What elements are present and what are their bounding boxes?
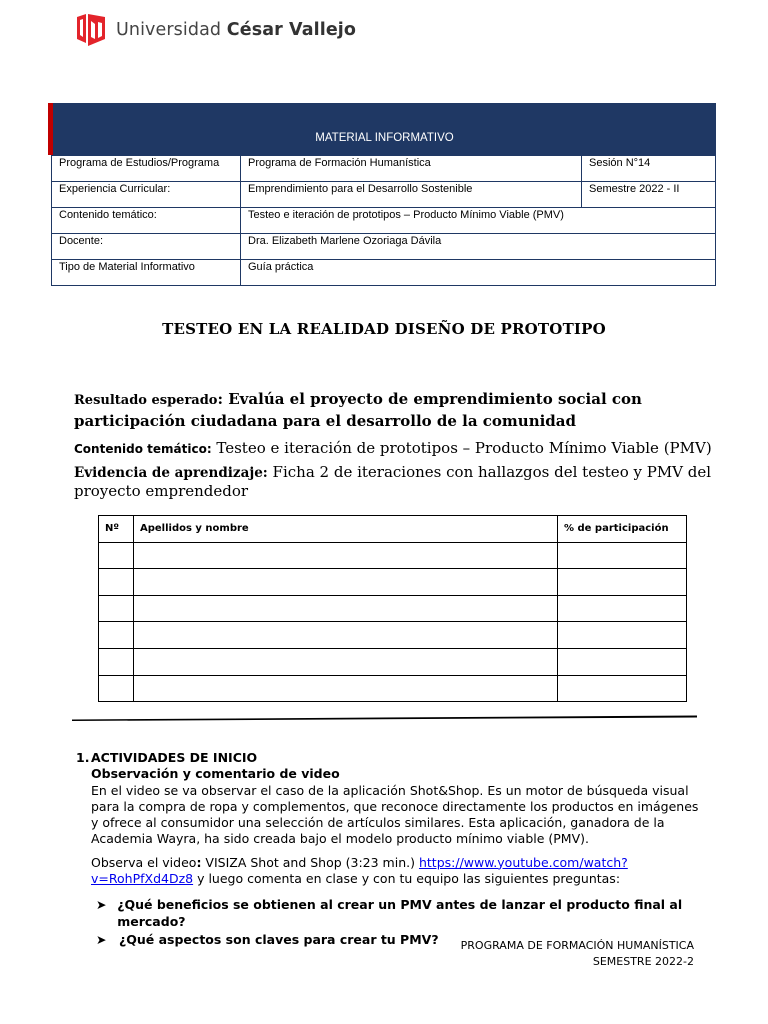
cell-label: Docente: xyxy=(52,234,241,260)
footer-semester: SEMESTRE 2022-2 xyxy=(592,955,694,968)
cell-session: Sesión N°14 xyxy=(582,156,716,182)
expected-result: Resultado esperado: Evalúa el proyecto de emprendimiento social con participación ciudadana para el desarrollo de la comunidad xyxy=(74,390,642,430)
cell-value: Dra. Elizabeth Marlene Ozoriaga Dávila xyxy=(241,234,716,260)
cell-label: Programa de Estudios/Programa xyxy=(52,156,241,182)
participants-header-row xyxy=(99,516,687,543)
header-participation: % de participación xyxy=(558,516,687,543)
document-title: TESTEO EN LA REALIDAD DISEÑO DE PROTOTIPO xyxy=(162,320,606,338)
cell-label: Tipo de Material Informativo xyxy=(52,260,241,286)
thematic-content: Contenido temático: Testeo e iteración de prototipos – Producto Mínimo Viable (PMV) xyxy=(74,439,712,457)
cell-number[interactable] xyxy=(99,675,134,702)
cell-name[interactable] xyxy=(134,648,558,675)
activities-subtitle: Observación y comentario de video xyxy=(91,766,340,782)
cell-number[interactable] xyxy=(99,542,134,569)
table-row xyxy=(99,569,687,596)
table-row xyxy=(99,648,687,675)
activities-heading: 1. ACTIVIDADES DE INICIO xyxy=(76,750,258,765)
cell-participation[interactable] xyxy=(558,622,687,649)
cell-name[interactable] xyxy=(134,542,558,569)
footer-program: PROGRAMA DE FORMACIÓN HUMANÍSTICA xyxy=(460,939,694,952)
table-row xyxy=(52,182,716,208)
video-link[interactable]: https://www.youtube.com/watch?v=RohPfXd4Dz8 xyxy=(91,854,628,887)
table-row xyxy=(52,260,716,286)
info-table-body xyxy=(51,155,716,286)
table-row xyxy=(99,595,687,622)
cell-label: Experiencia Curricular: xyxy=(52,182,241,208)
header-number: Nº xyxy=(99,516,134,543)
cell-value: Testeo e iteración de prototipos – Producto Mínimo Viable (PMV) xyxy=(241,208,716,234)
cell-name[interactable] xyxy=(134,595,558,622)
table-row xyxy=(99,675,687,702)
arrow-bullet-icon: ➤ xyxy=(96,931,107,947)
table-row xyxy=(52,208,716,234)
page-footer xyxy=(461,938,694,970)
info-table-header xyxy=(48,103,716,155)
cell-semester: Semestre 2022 - II xyxy=(582,182,716,208)
cell-number[interactable] xyxy=(99,569,134,596)
cell-participation[interactable] xyxy=(558,675,687,702)
arrow-bullet-icon: ➤ xyxy=(96,897,107,913)
cell-name[interactable] xyxy=(134,675,558,702)
learning-evidence: Evidencia de aprendizaje: Ficha 2 de iteraciones con hallazgos del testeo y PMV del proyecto emprendedor xyxy=(74,463,712,500)
cell-participation[interactable] xyxy=(558,569,687,596)
cell-name[interactable] xyxy=(134,622,558,649)
cell-value: Programa de Formación Humanística xyxy=(241,156,582,182)
cell-participation[interactable] xyxy=(558,542,687,569)
info-table xyxy=(48,103,716,286)
activities-paragraph: En el video se va observar el caso de la aplicación Shot&Shop. Es un motor de búsqueda visual para la compra de ropa y complementos, que reconoce directamente los productos en imágenes y ofrece al consumidor una selección de artículos similares. Esta aplicación, ganadora de la Academia Wayra, ha sido creada bajo el modelo producto mínimo viable (PMV). xyxy=(91,782,699,847)
cell-number[interactable] xyxy=(99,648,134,675)
cell-number[interactable] xyxy=(99,622,134,649)
table-row xyxy=(52,234,716,260)
table-row xyxy=(99,622,687,649)
ucv-shield-icon xyxy=(76,13,106,47)
cell-value: Guía práctica xyxy=(241,260,716,286)
cell-value: Emprendimiento para el Desarrollo Sostenible xyxy=(241,182,582,208)
table-row xyxy=(52,156,716,182)
section-divider xyxy=(72,713,697,721)
header-name: Apellidos y nombre xyxy=(134,516,558,543)
question-item: ➤ ¿Qué aspectos son claves para crear tu PMV? xyxy=(96,931,439,947)
cell-label: Contenido temático: xyxy=(52,208,241,234)
activities-section xyxy=(76,750,706,948)
cell-participation[interactable] xyxy=(558,595,687,622)
table-row xyxy=(99,542,687,569)
cell-name[interactable] xyxy=(134,569,558,596)
question-item: ➤ ¿Qué beneficios se obtienen al crear un PMV antes de lanzar el producto final al mercado? xyxy=(96,897,683,929)
cell-number[interactable] xyxy=(99,595,134,622)
participants-table xyxy=(98,515,687,702)
info-table-title: MATERIAL INFORMATIVO xyxy=(315,132,454,144)
observe-paragraph: Observa el video: VISIZA Shot and Shop (3:23 min.) https://www.youtube.com/watch?v=RohPfXd4Dz8 y luego comenta en clase y con tu equipo las siguientes preguntas: xyxy=(91,854,628,887)
logo-text: Universidad César Vallejo xyxy=(116,20,357,40)
university-logo xyxy=(76,12,356,48)
cell-participation[interactable] xyxy=(558,648,687,675)
